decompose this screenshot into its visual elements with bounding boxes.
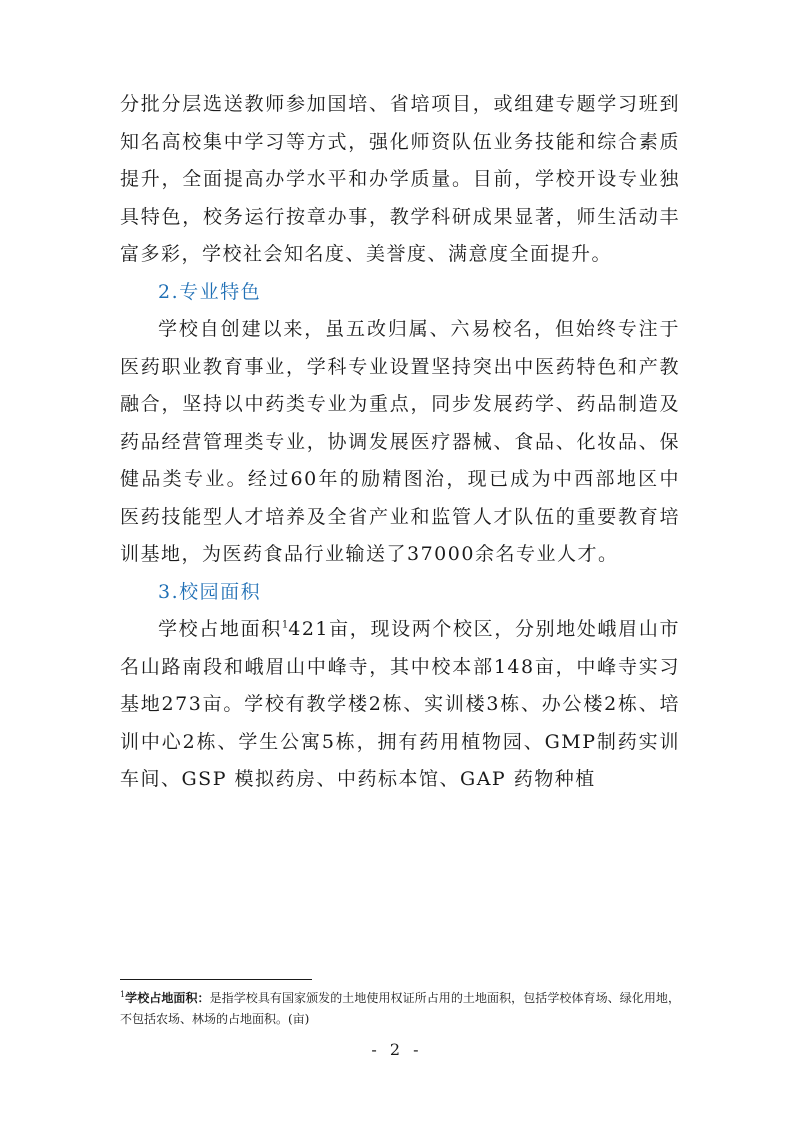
footnote-divider	[120, 979, 312, 980]
footnote-colon: ：	[197, 991, 210, 1005]
document-body	[120, 86, 680, 799]
footnote	[120, 988, 680, 1030]
footnote-mark: 1	[120, 990, 126, 999]
campus-area-text-start: 学校占地面积	[158, 618, 282, 640]
paragraph-major-features: 学校自创建以来，虽五改归属、六易校名，但始终专注于医药职业教育事业，学科专业设置坚持突出中医药特色和产教融合，坚持以中药类专业为重点，同步发展药学、药品制造及药品经营管理类专业，协调发展医疗器械、食品、化妆品、保健品类专业。经过60年的励精图治，现已成为中西部地区中医药技能型人才培养及全省产业和监管人才队伍的重要教育培训基地，为医药食品行业输送了37000余名专业人才。	[120, 318, 680, 565]
footnote-reference[interactable]: 1	[281, 619, 289, 631]
section-heading-major-features: 2.专业特色	[158, 280, 262, 303]
section-heading-campus-area: 3.校园面积	[158, 580, 262, 603]
paragraph-campus-area	[120, 611, 680, 799]
paragraph-continued: 分批分层选送教师参加国培、省培项目，或组建专题学习班到知名高校集中学习等方式，强化师资队伍业务技能和综合素质提升，全面提高办学水平和办学质量。目前，学校开设专业独具特色，校务运行按章办事，教学科研成果显著，师生活动丰富多彩，学校社会知名度、美誉度、满意度全面提升。	[120, 93, 680, 265]
footnote-text: 是指学校具有国家颁发的土地使用权证所占用的土地面积，包括学校体育场、绿化用地，不包括农场、林场的占地面积。(亩)	[120, 991, 680, 1026]
campus-area-text-rest: 421亩，现设两个校区，分别地处峨眉山市名山路南段和峨眉山中峰寺，其中校本部148亩，中峰寺实习基地273亩。学校有教学楼2栋、实训楼3栋、办公楼2栋、培训中心2栋、学生公寓5栋，拥有药用植物园、GMP制药实训车间、GSP 模拟药房、中药标本馆、GAP 药物种植	[120, 618, 680, 790]
page-number: - 2 -	[371, 1040, 423, 1059]
footnote-term: 学校占地面积	[125, 991, 198, 1005]
